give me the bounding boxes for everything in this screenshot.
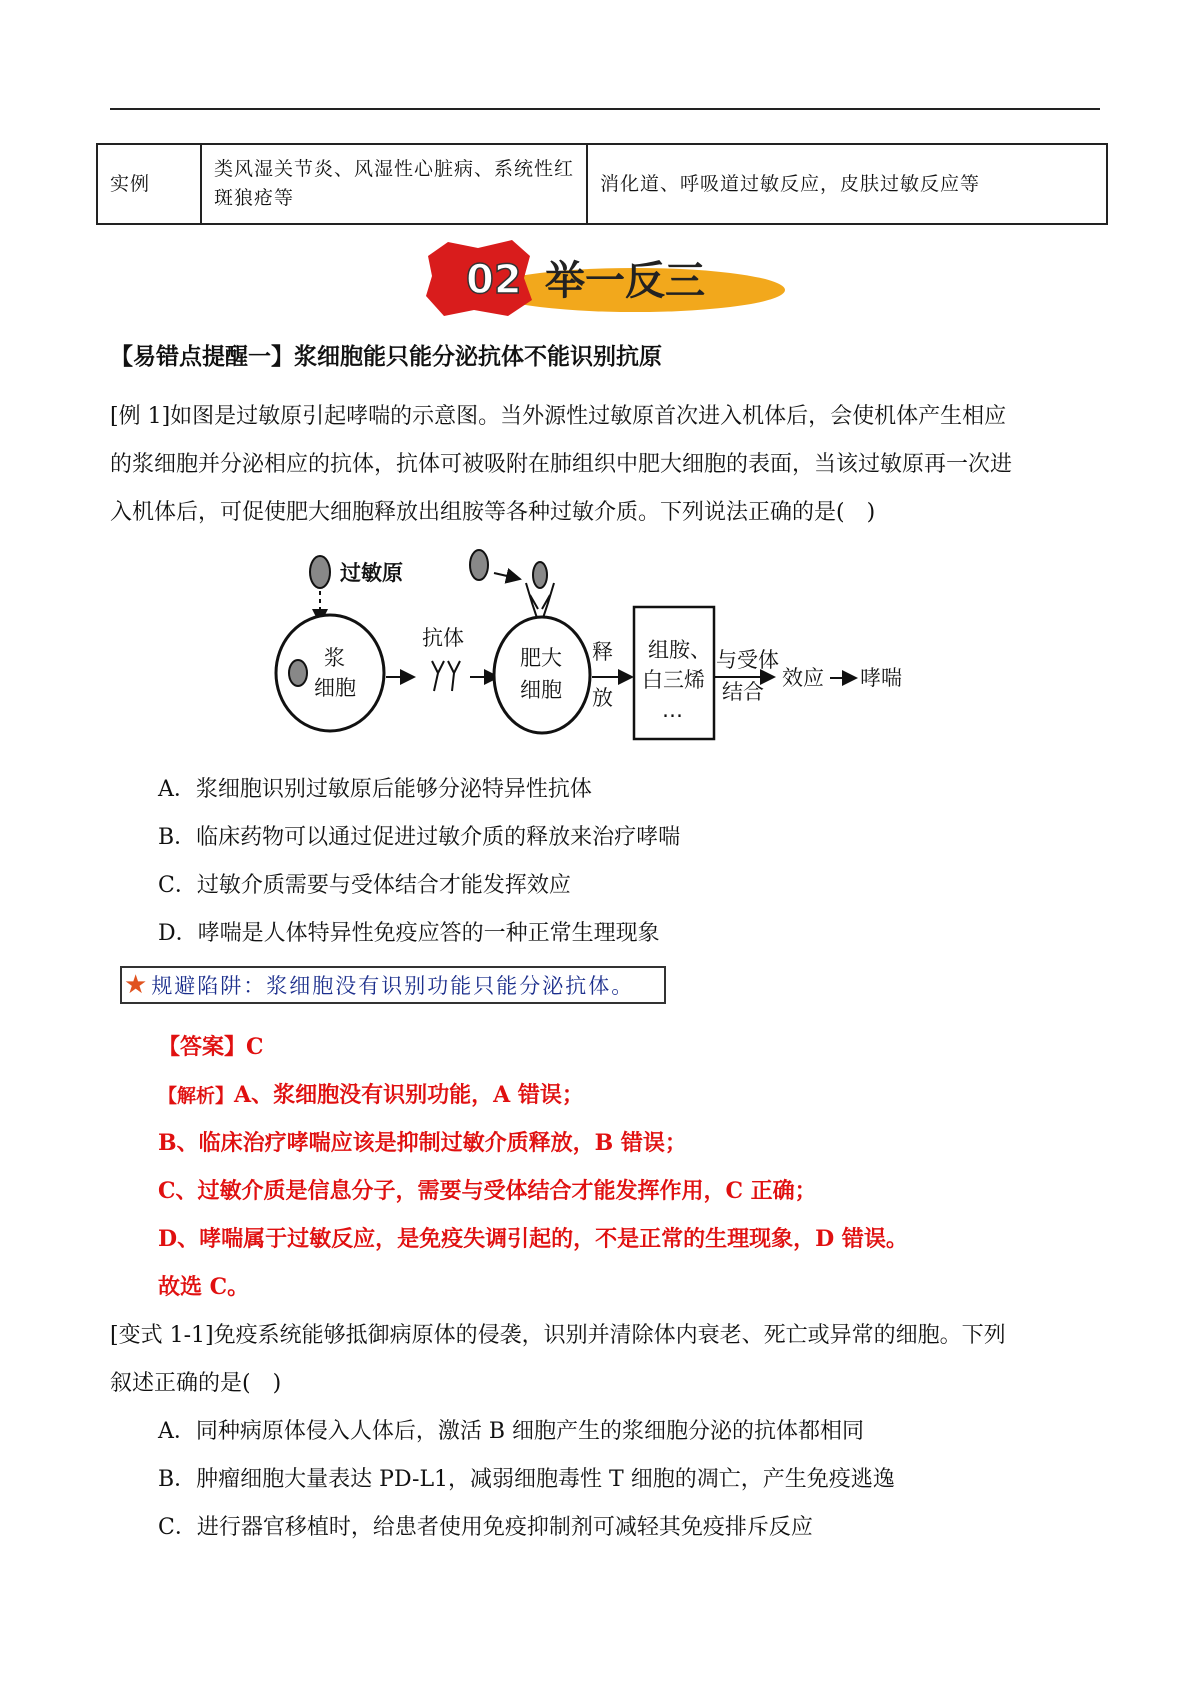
trap-tip-text: 规避陷阱：浆细胞没有识别功能只能分泌抗体。 xyxy=(151,974,635,998)
arrow-allergen-bind xyxy=(494,573,520,579)
answer-label: 【答案】 xyxy=(158,1034,247,1060)
release-label-2: 放 xyxy=(592,686,613,710)
mediator-label-3: … xyxy=(662,698,683,722)
variant-line2: 叙述正确的是( ) xyxy=(110,1371,282,1396)
example1-line3: 入机体后，可促使肥大细胞释放出组胺等各种过敏介质。下列说法正确的是( ) xyxy=(110,500,876,525)
analysis-label: 【解析】 xyxy=(158,1085,235,1107)
option-c: C．过敏介质需要与受体结合才能发挥效应 xyxy=(158,873,571,898)
allergen-label: 过敏原 xyxy=(340,561,403,585)
banner-number: 02 xyxy=(466,257,522,303)
analysis-a: A、浆细胞没有识别功能，A 错误； xyxy=(234,1082,584,1108)
banner-title: 举一反三 xyxy=(545,258,705,304)
table-cell-autoimmune: 类风湿关节炎、风湿性心脏病、系统性红斑狼疮等 xyxy=(201,144,587,224)
variant-option-c: C．进行器官移植时，给患者使用免疫抑制剂可减轻其免疫排斥反应 xyxy=(158,1515,813,1540)
analysis-c: C、过敏介质是信息分子，需要与受体结合才能发挥作用，C 正确； xyxy=(158,1178,817,1204)
variant-option-a: A．同种病原体侵入人体后，激活 B 细胞产生的浆细胞分泌的抗体都相同 xyxy=(158,1419,865,1444)
mast-cell-label-1: 肥大 xyxy=(520,646,562,670)
bound-allergen-icon xyxy=(533,562,547,588)
analysis-choose: 故选 C。 xyxy=(158,1274,250,1300)
plasma-nucleus-icon xyxy=(289,660,307,686)
example1-line2: 的浆细胞并分泌相应的抗体，抗体可被吸附在肺组织中肥大细胞的表面，当该过敏原再一次进 xyxy=(110,452,1013,477)
answer-line xyxy=(158,1030,264,1061)
table-row-label: 实例 xyxy=(97,144,201,224)
mediator-label-1: 组胺、 xyxy=(648,638,711,662)
release-label-1: 释 xyxy=(592,640,613,664)
analysis-a-line xyxy=(158,1078,584,1109)
asthma-label: 哮喘 xyxy=(860,666,902,690)
antibody-label: 抗体 xyxy=(422,626,464,650)
option-b: B．临床药物可以通过促进过敏介质的释放来治疗哮喘 xyxy=(158,825,681,850)
mast-cell xyxy=(494,617,590,733)
star-icon: ★ xyxy=(124,970,148,1000)
trap-tip-box xyxy=(120,966,666,1004)
receptor-label-2: 结合 xyxy=(722,680,764,704)
plasma-cell-label-1: 浆 xyxy=(324,646,345,670)
mediator-label-2: 白三烯 xyxy=(642,668,705,692)
answer-value: C xyxy=(246,1034,264,1060)
antibody-icon xyxy=(432,661,460,691)
option-d: D．哮喘是人体特异性免疫应答的一种正常生理现象 xyxy=(158,921,660,946)
section-banner xyxy=(420,238,790,318)
example1-line1: [例 1]如图是过敏原引起哮喘的示意图。当外源性过敏原首次进入机体后，会使机体产生相应 xyxy=(110,404,1007,429)
effect-label: 效应 xyxy=(782,666,824,690)
variant-line1: [变式 1-1]免疫系统能够抵御病原体的侵袭，识别并清除体内衰老、死亡或异常的细胞。下列 xyxy=(110,1323,1006,1348)
plasma-cell-label-2: 细胞 xyxy=(314,676,356,700)
allergy-asthma-diagram xyxy=(262,545,947,745)
analysis-b: B、临床治疗哮喘应该是抑制过敏介质释放，B 错误； xyxy=(158,1130,687,1156)
header-rule xyxy=(110,108,1100,110)
receptor-label-1: 与受体 xyxy=(716,648,779,672)
allergen-second-icon xyxy=(470,550,488,580)
table-row xyxy=(97,144,1107,224)
analysis-d: D、哮喘属于过敏反应，是免疫失调引起的，不是正常的生理现象，D 错误。 xyxy=(158,1226,908,1252)
allergen-icon xyxy=(310,556,330,588)
comparison-table xyxy=(96,143,1108,225)
mistake-heading: 【易错点提醒一】浆细胞能只能分泌抗体不能识别抗原 xyxy=(110,344,662,370)
option-a: A．浆细胞识别过敏原后能够分泌特异性抗体 xyxy=(158,777,592,802)
mast-cell-label-2: 细胞 xyxy=(520,678,562,702)
variant-option-b: B．肿瘤细胞大量表达 PD-L1，减弱细胞毒性 T 细胞的凋亡，产生免疫逃逸 xyxy=(158,1467,895,1492)
table-cell-allergy: 消化道、呼吸道过敏反应，皮肤过敏反应等 xyxy=(587,144,1107,224)
